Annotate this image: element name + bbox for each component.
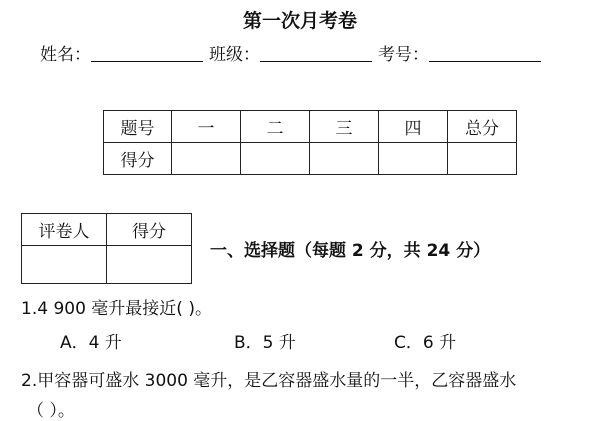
- id-label: 考号：: [378, 45, 429, 65]
- exam-title: 第一次月考卷: [242, 10, 357, 32]
- question-1-option-b[interactable]: B．5 升: [234, 333, 296, 353]
- grader-score-cell[interactable]: [107, 246, 192, 284]
- question-1: 1.4 900 毫升最接近( )。: [21, 299, 212, 319]
- score-header-cell: 题号: [104, 111, 172, 143]
- question-2: 2.甲容器可盛水 3000 毫升，是乙容器盛水量的一半，乙容器盛水: [21, 371, 517, 391]
- score-cell[interactable]: [172, 143, 241, 175]
- name-label: 姓名：: [40, 45, 91, 65]
- score-table-header-row: [104, 111, 517, 143]
- score-header-cell: 二: [241, 111, 310, 143]
- class-label: 班级：: [209, 45, 260, 65]
- question-2-continuation: （ ）。: [27, 401, 75, 421]
- grader-label: 评卷人: [22, 214, 107, 246]
- score-row-label: 得分: [104, 143, 172, 175]
- section-heading: 一、选择题（每题 2 分，共 24 分）: [210, 241, 491, 261]
- question-1-option-c[interactable]: C．6 升: [394, 333, 457, 353]
- grader-table: [21, 213, 192, 284]
- score-header-cell: 一: [172, 111, 241, 143]
- score-header-cell: 四: [379, 111, 448, 143]
- score-header-cell: 三: [310, 111, 379, 143]
- score-cell[interactable]: [379, 143, 448, 175]
- class-blank[interactable]: [260, 45, 372, 62]
- score-table-score-row: [104, 143, 517, 175]
- score-cell[interactable]: [310, 143, 379, 175]
- question-1-option-a[interactable]: A．4 升: [60, 333, 122, 353]
- id-blank[interactable]: [429, 45, 541, 62]
- score-table: [103, 110, 517, 175]
- score-header-cell: 总分: [448, 111, 517, 143]
- student-info-row: [40, 40, 547, 65]
- name-blank[interactable]: [91, 45, 203, 62]
- score-total-cell[interactable]: [448, 143, 517, 175]
- grader-table-header-row: [22, 214, 192, 246]
- grader-table-value-row: [22, 246, 192, 284]
- score-cell[interactable]: [241, 143, 310, 175]
- grader-score-label: 得分: [107, 214, 192, 246]
- grader-name-cell[interactable]: [22, 246, 107, 284]
